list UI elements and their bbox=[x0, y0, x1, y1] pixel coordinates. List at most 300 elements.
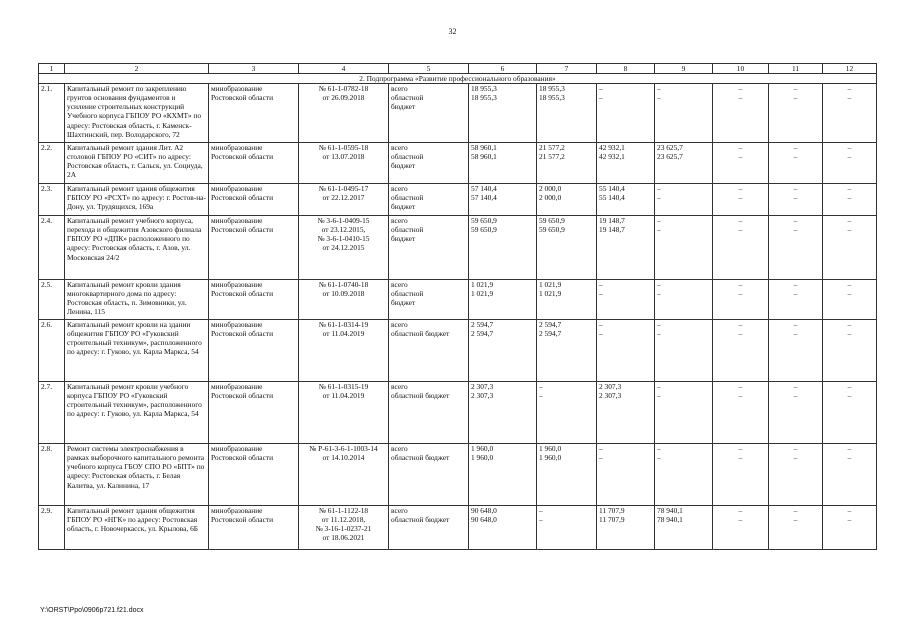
amount-value: – bbox=[657, 184, 661, 194]
org-line: минобразование bbox=[211, 444, 263, 454]
footer-path: Y:\ORST\Ppo\0906p721.f21.docx bbox=[40, 607, 144, 614]
object-name: Капитальный ремонт здания Лит. А2 столовой ГБПОУ РО «СИТ» по адресу: Ростовская область, г. Сальск, ул. Социуда, 2А bbox=[65, 143, 209, 184]
amount-value: – bbox=[738, 216, 743, 226]
org-line: Ростовской области bbox=[211, 453, 274, 463]
amount-c12 bbox=[823, 184, 877, 216]
object-name: Капитальный ремонт учебного корпуса, перехода и общежития Азовского филиала ГБПОУ РО «ДПК» расположенного по адресу: Ростовская область, г. Азов, ул. Московская 24/2 bbox=[65, 216, 209, 280]
amount-value: – bbox=[793, 382, 798, 392]
org-line: минобразование bbox=[211, 320, 263, 330]
amount-value: – bbox=[599, 444, 603, 454]
amount-value: 78 940,1 bbox=[657, 515, 683, 525]
amount-value: – bbox=[793, 391, 798, 401]
doc-line: № 3-6-1-0410-15 bbox=[317, 234, 370, 244]
table-row bbox=[39, 216, 877, 280]
amount-value: – bbox=[847, 453, 852, 463]
row-number: 2.6. bbox=[39, 320, 65, 382]
amount-value: – bbox=[793, 280, 798, 290]
object-name: Капитальный ремонт кровли здания многоквартирного дома по адресу: Ростовская область, п. Зимовники, ул. Ленина, 115 bbox=[65, 280, 209, 320]
amount-c8 bbox=[597, 320, 655, 382]
doc-line: от 26.09.2018 bbox=[322, 93, 365, 103]
doc-line: от 22.12.2017 bbox=[322, 193, 365, 203]
amount-c9 bbox=[655, 280, 713, 320]
amount-c8 bbox=[597, 184, 655, 216]
amount-value: 1 021,9 bbox=[471, 280, 494, 290]
document-ref bbox=[299, 184, 389, 216]
amount-value: 2 307,3 bbox=[471, 382, 494, 392]
amount-value: 21 577,2 bbox=[539, 152, 565, 162]
source-line: всего bbox=[391, 444, 408, 454]
amount-value: – bbox=[539, 515, 543, 525]
amount-c9 bbox=[655, 84, 713, 143]
amount-c7 bbox=[537, 184, 597, 216]
amount-value: – bbox=[738, 444, 743, 454]
amount-value: – bbox=[847, 515, 852, 525]
amount-value: – bbox=[539, 506, 543, 516]
amount-value: 2 594,7 bbox=[539, 320, 562, 330]
amount-c8 bbox=[597, 143, 655, 184]
org-line: минобразование bbox=[211, 216, 263, 226]
amount-c10 bbox=[713, 216, 769, 280]
amount-value: – bbox=[599, 453, 603, 463]
source-line: областной бюджет bbox=[391, 515, 450, 525]
amount-value: – bbox=[657, 320, 661, 330]
amount-c12 bbox=[823, 320, 877, 382]
amount-c9 bbox=[655, 506, 713, 550]
amount-value: – bbox=[847, 216, 852, 226]
org-line: Ростовской области bbox=[211, 289, 274, 299]
column-header: 1 bbox=[39, 64, 65, 74]
responsible-org bbox=[209, 280, 299, 320]
amount-c6 bbox=[469, 184, 537, 216]
source-line: всего bbox=[391, 320, 408, 330]
table-row bbox=[39, 184, 877, 216]
amount-value: – bbox=[657, 93, 661, 103]
amount-value: 1 021,9 bbox=[539, 289, 562, 299]
amount-c12 bbox=[823, 506, 877, 550]
table-row bbox=[39, 280, 877, 320]
amount-c11 bbox=[769, 143, 823, 184]
amount-value: – bbox=[847, 143, 852, 153]
amount-value: 55 140,4 bbox=[599, 193, 625, 203]
amount-value: 42 932,1 bbox=[599, 143, 625, 153]
amount-c7 bbox=[537, 320, 597, 382]
amount-value: 2 594,7 bbox=[539, 329, 562, 339]
row-number: 2.3. bbox=[39, 184, 65, 216]
column-header: 11 bbox=[769, 64, 823, 74]
source-line: бюджет bbox=[391, 161, 416, 171]
amount-value: 90 648,0 bbox=[471, 515, 497, 525]
amount-value: – bbox=[847, 93, 852, 103]
amount-value: 78 940,1 bbox=[657, 506, 683, 516]
doc-line: от 14.10.2014 bbox=[322, 453, 365, 463]
funding-source bbox=[389, 84, 469, 143]
amount-c11 bbox=[769, 506, 823, 550]
document-ref bbox=[299, 84, 389, 143]
amount-value: – bbox=[793, 506, 798, 516]
funding-source bbox=[389, 216, 469, 280]
org-line: минобразование bbox=[211, 280, 263, 290]
amount-value: – bbox=[738, 329, 743, 339]
amount-value: 42 932,1 bbox=[599, 152, 625, 162]
amount-value: 2 594,7 bbox=[471, 329, 494, 339]
column-header: 9 bbox=[655, 64, 713, 74]
amount-c9 bbox=[655, 320, 713, 382]
row-number: 2.8. bbox=[39, 444, 65, 506]
amount-value: – bbox=[657, 391, 661, 401]
amount-value: – bbox=[847, 506, 852, 516]
amount-value: 1 960,0 bbox=[539, 444, 562, 454]
doc-line: от 13.07.2018 bbox=[322, 152, 365, 162]
amount-value: – bbox=[793, 225, 798, 235]
amount-c6 bbox=[469, 320, 537, 382]
amount-c12 bbox=[823, 143, 877, 184]
source-line: всего bbox=[391, 280, 408, 290]
amount-value: 58 960,1 bbox=[471, 143, 497, 153]
amount-value: – bbox=[793, 143, 798, 153]
amount-value: 2 000,0 bbox=[539, 184, 562, 194]
column-header: 6 bbox=[469, 64, 537, 74]
amount-value: – bbox=[657, 84, 661, 94]
amount-value: – bbox=[738, 84, 743, 94]
object-name: Капитальный ремонт кровли учебного корпуса ГБПОУ РО «Гуковский строительный техникум», расположенного по адресу: г. Гуково, ул. Карла Маркса, 54 bbox=[65, 382, 209, 444]
amount-value: – bbox=[793, 453, 798, 463]
doc-line: № 61-1-0495-17 bbox=[318, 184, 369, 194]
source-line: областной bbox=[391, 225, 424, 235]
doc-line: от 11.12.2018, bbox=[321, 515, 366, 525]
amount-c11 bbox=[769, 84, 823, 143]
doc-line: № 3-16-1-0237-21 bbox=[315, 524, 372, 534]
document-ref bbox=[299, 506, 389, 550]
table-row bbox=[39, 382, 877, 444]
amount-value: 55 140,4 bbox=[599, 184, 625, 194]
doc-line: от 23.12.2015, bbox=[321, 225, 366, 235]
amount-c11 bbox=[769, 280, 823, 320]
funding-source bbox=[389, 184, 469, 216]
source-line: бюджет bbox=[391, 234, 416, 244]
object-name: Капитальный ремонт здания общежития ГБПОУ РО «НГК» по адресу: Ростовская область, г. Новочеркасск, ул. Крылова, 6Б bbox=[65, 506, 209, 550]
amount-value: 57 140,4 bbox=[471, 193, 497, 203]
amount-c10 bbox=[713, 506, 769, 550]
table-row bbox=[39, 320, 877, 382]
section-title: 2. Подпрограмма «Развитие профессионального образования» bbox=[39, 74, 877, 84]
column-header: 4 bbox=[299, 64, 389, 74]
amount-c6 bbox=[469, 382, 537, 444]
document-ref bbox=[299, 280, 389, 320]
amount-value: – bbox=[793, 152, 798, 162]
amount-value: 23 625,7 bbox=[657, 143, 683, 153]
amount-value: – bbox=[847, 444, 852, 454]
amount-value: – bbox=[599, 280, 603, 290]
amount-c8 bbox=[597, 84, 655, 143]
amount-c10 bbox=[713, 280, 769, 320]
amount-value: – bbox=[738, 453, 743, 463]
amount-value: – bbox=[738, 193, 743, 203]
funding-source bbox=[389, 143, 469, 184]
source-line: всего bbox=[391, 184, 408, 194]
amount-value: 18 955,3 bbox=[539, 93, 565, 103]
amount-c10 bbox=[713, 382, 769, 444]
amount-value: 19 148,7 bbox=[599, 216, 625, 226]
amount-value: – bbox=[599, 93, 603, 103]
amount-value: 11 707,9 bbox=[599, 506, 625, 516]
amount-value: 19 148,7 bbox=[599, 225, 625, 235]
doc-line: от 10.09.2018 bbox=[322, 289, 365, 299]
amount-value: – bbox=[738, 391, 743, 401]
amount-value: – bbox=[738, 184, 743, 194]
funding-source bbox=[389, 320, 469, 382]
amount-value: – bbox=[599, 84, 603, 94]
amount-c7 bbox=[537, 382, 597, 444]
amount-value: – bbox=[847, 225, 852, 235]
amount-c6 bbox=[469, 506, 537, 550]
source-line: бюджет bbox=[391, 102, 416, 112]
row-number: 2.5. bbox=[39, 280, 65, 320]
doc-line: № 61-1-1122-18 bbox=[318, 506, 369, 516]
amount-value: 58 960,1 bbox=[471, 152, 497, 162]
amount-value: – bbox=[738, 320, 743, 330]
amount-value: – bbox=[793, 329, 798, 339]
section-row bbox=[39, 74, 877, 84]
org-line: Ростовской области bbox=[211, 391, 274, 401]
amount-value: 1 021,9 bbox=[471, 289, 494, 299]
source-line: областной бюджет bbox=[391, 391, 450, 401]
amount-value: – bbox=[847, 280, 852, 290]
amount-c10 bbox=[713, 143, 769, 184]
org-line: минобразование bbox=[211, 184, 263, 194]
amount-value: – bbox=[847, 193, 852, 203]
amount-value: – bbox=[657, 382, 661, 392]
funding-source bbox=[389, 382, 469, 444]
amount-value: 18 955,3 bbox=[471, 84, 497, 94]
amount-c8 bbox=[597, 382, 655, 444]
responsible-org bbox=[209, 320, 299, 382]
amount-c7 bbox=[537, 280, 597, 320]
object-name: Капитальный ремонт здания общежития ГБПОУ РО «РСХТ» по адресу: г. Ростов-на-Дону, ул. Трудящихся, 169а bbox=[65, 184, 209, 216]
amount-c11 bbox=[769, 444, 823, 506]
table-row bbox=[39, 444, 877, 506]
doc-line: № 61-1-0740-18 bbox=[318, 280, 369, 290]
amount-value: 57 140,4 bbox=[471, 184, 497, 194]
amount-c10 bbox=[713, 320, 769, 382]
amount-value: – bbox=[738, 506, 743, 516]
amount-value: – bbox=[657, 289, 661, 299]
amount-value: – bbox=[847, 152, 852, 162]
row-number: 2.9. bbox=[39, 506, 65, 550]
amount-value: 1 960,0 bbox=[471, 453, 494, 463]
amount-value: – bbox=[793, 320, 798, 330]
doc-line: от 11.04.2019 bbox=[322, 329, 365, 339]
responsible-org bbox=[209, 184, 299, 216]
source-line: всего bbox=[391, 84, 408, 94]
column-header: 8 bbox=[597, 64, 655, 74]
amount-c6 bbox=[469, 280, 537, 320]
doc-line: от 18.06.2021 bbox=[322, 533, 365, 543]
amount-value: – bbox=[657, 225, 661, 235]
amount-value: 11 707,9 bbox=[599, 515, 625, 525]
amount-value: – bbox=[657, 216, 661, 226]
amount-value: 1 021,9 bbox=[539, 280, 562, 290]
amount-c8 bbox=[597, 216, 655, 280]
object-name: Капитальный ремонт по закреплению грунтов основания фундаментов и усиление строительных конструкций Учебного корпуса ГБПОУ РО «КХМТ» по адресу: Ростовская область, г. Каменск-Шахтинский, пер. Володарского, 72 bbox=[65, 84, 209, 143]
column-header-row bbox=[39, 64, 877, 74]
responsible-org bbox=[209, 382, 299, 444]
amount-value: 1 960,0 bbox=[471, 444, 494, 454]
amount-value: – bbox=[793, 444, 798, 454]
amount-value: – bbox=[793, 184, 798, 194]
amount-value: – bbox=[539, 391, 543, 401]
amount-c6 bbox=[469, 444, 537, 506]
document-ref bbox=[299, 320, 389, 382]
amount-c12 bbox=[823, 84, 877, 143]
row-number: 2.2. bbox=[39, 143, 65, 184]
row-number: 2.7. bbox=[39, 382, 65, 444]
table-row bbox=[39, 506, 877, 550]
amount-c6 bbox=[469, 216, 537, 280]
document-ref bbox=[299, 143, 389, 184]
amount-c7 bbox=[537, 506, 597, 550]
doc-line: № 61-1-0782-18 bbox=[318, 84, 369, 94]
org-line: Ростовской области bbox=[211, 515, 274, 525]
amount-value: 23 625,7 bbox=[657, 152, 683, 162]
amount-value: – bbox=[738, 289, 743, 299]
amount-c8 bbox=[597, 280, 655, 320]
object-name: Капитальный ремонт кровли на здании общежития ГБПОУ РО «Гуковский строительный техникум», расположенного по адресу: г. Гуково, ул. Карла Маркса, 54 bbox=[65, 320, 209, 382]
amount-value: – bbox=[847, 84, 852, 94]
column-header: 12 bbox=[823, 64, 877, 74]
amount-value: – bbox=[657, 453, 661, 463]
program-table bbox=[38, 63, 877, 550]
doc-line: № 61-1-0595-18 bbox=[318, 143, 369, 153]
amount-value: 18 955,3 bbox=[539, 84, 565, 94]
page-number: 32 bbox=[448, 27, 457, 36]
amount-c9 bbox=[655, 444, 713, 506]
document-ref bbox=[299, 382, 389, 444]
doc-line: № 3-6-1-0409-15 bbox=[317, 216, 370, 226]
org-line: Ростовской области bbox=[211, 93, 274, 103]
source-line: бюджет bbox=[391, 298, 416, 308]
org-line: Ростовской области bbox=[211, 329, 274, 339]
org-line: Ростовской области bbox=[211, 193, 274, 203]
amount-c9 bbox=[655, 382, 713, 444]
amount-value: – bbox=[738, 152, 743, 162]
amount-value: 1 960,0 bbox=[539, 453, 562, 463]
org-line: Ростовской области bbox=[211, 225, 274, 235]
org-line: минобразование bbox=[211, 506, 263, 516]
doc-line: № 61-1-0314-19 bbox=[318, 320, 369, 330]
source-line: всего bbox=[391, 382, 408, 392]
amount-value: – bbox=[657, 444, 661, 454]
amount-value: 2 000,0 bbox=[539, 193, 562, 203]
org-line: минобразование bbox=[211, 382, 263, 392]
org-line: минобразование bbox=[211, 84, 263, 94]
source-line: областной bbox=[391, 193, 424, 203]
amount-value: – bbox=[793, 193, 798, 203]
amount-value: – bbox=[793, 515, 798, 525]
row-number: 2.4. bbox=[39, 216, 65, 280]
amount-c9 bbox=[655, 216, 713, 280]
responsible-org bbox=[209, 506, 299, 550]
amount-c11 bbox=[769, 184, 823, 216]
amount-value: 59 650,9 bbox=[539, 216, 565, 226]
table-row bbox=[39, 84, 877, 143]
amount-c9 bbox=[655, 143, 713, 184]
column-header: 5 bbox=[389, 64, 469, 74]
amount-c7 bbox=[537, 84, 597, 143]
responsible-org bbox=[209, 143, 299, 184]
amount-c7 bbox=[537, 444, 597, 506]
amount-value: 2 307,3 bbox=[599, 391, 622, 401]
amount-c10 bbox=[713, 184, 769, 216]
doc-line: № 61-1-0315-19 bbox=[318, 382, 369, 392]
funding-source bbox=[389, 506, 469, 550]
amount-value: – bbox=[847, 382, 852, 392]
amount-value: – bbox=[738, 515, 743, 525]
amount-c9 bbox=[655, 184, 713, 216]
source-line: бюджет bbox=[391, 202, 416, 212]
amount-value: – bbox=[599, 329, 603, 339]
amount-value: – bbox=[847, 184, 852, 194]
amount-value: – bbox=[793, 289, 798, 299]
amount-c11 bbox=[769, 320, 823, 382]
amount-c12 bbox=[823, 280, 877, 320]
source-line: всего bbox=[391, 143, 408, 153]
source-line: всего bbox=[391, 506, 408, 516]
org-line: Ростовской области bbox=[211, 152, 274, 162]
amount-c7 bbox=[537, 143, 597, 184]
amount-value: 90 648,0 bbox=[471, 506, 497, 516]
column-header: 3 bbox=[209, 64, 299, 74]
amount-value: – bbox=[738, 382, 743, 392]
doc-line: от 11.04.2019 bbox=[322, 391, 365, 401]
column-header: 2 bbox=[65, 64, 209, 74]
object-name: Ремонт системы электроснабжения в рамках выборочного капитального ремонта учебного корпуса ГБОУ СПО РО «БПТ» по адресу: Ростовская область, г. Белая Калитва, ул. Калинина, 17 bbox=[65, 444, 209, 506]
amount-value: – bbox=[847, 320, 852, 330]
amount-c11 bbox=[769, 382, 823, 444]
amount-c10 bbox=[713, 444, 769, 506]
amount-value: – bbox=[599, 320, 603, 330]
source-line: областной bbox=[391, 93, 424, 103]
column-header: 10 bbox=[713, 64, 769, 74]
amount-c6 bbox=[469, 84, 537, 143]
funding-source bbox=[389, 444, 469, 506]
source-line: областной bbox=[391, 152, 424, 162]
doc-line: от 24.12.2015 bbox=[322, 243, 365, 253]
amount-value: 59 650,9 bbox=[539, 225, 565, 235]
amount-value: – bbox=[793, 93, 798, 103]
amount-value: – bbox=[657, 193, 661, 203]
amount-value: 2 307,3 bbox=[471, 391, 494, 401]
funding-source bbox=[389, 280, 469, 320]
amount-c8 bbox=[597, 506, 655, 550]
amount-value: – bbox=[847, 329, 852, 339]
amount-c8 bbox=[597, 444, 655, 506]
amount-value: – bbox=[738, 143, 743, 153]
table-row bbox=[39, 143, 877, 184]
amount-value: – bbox=[738, 93, 743, 103]
amount-value: 2 594,7 bbox=[471, 320, 494, 330]
amount-value: 21 577,2 bbox=[539, 143, 565, 153]
amount-c7 bbox=[537, 216, 597, 280]
source-line: всего bbox=[391, 216, 408, 226]
amount-value: – bbox=[847, 391, 852, 401]
amount-value: – bbox=[599, 289, 603, 299]
amount-value: – bbox=[793, 216, 798, 226]
responsible-org bbox=[209, 444, 299, 506]
amount-value: – bbox=[539, 382, 543, 392]
responsible-org bbox=[209, 216, 299, 280]
responsible-org bbox=[209, 84, 299, 143]
amount-value: 59 650,9 bbox=[471, 216, 497, 226]
